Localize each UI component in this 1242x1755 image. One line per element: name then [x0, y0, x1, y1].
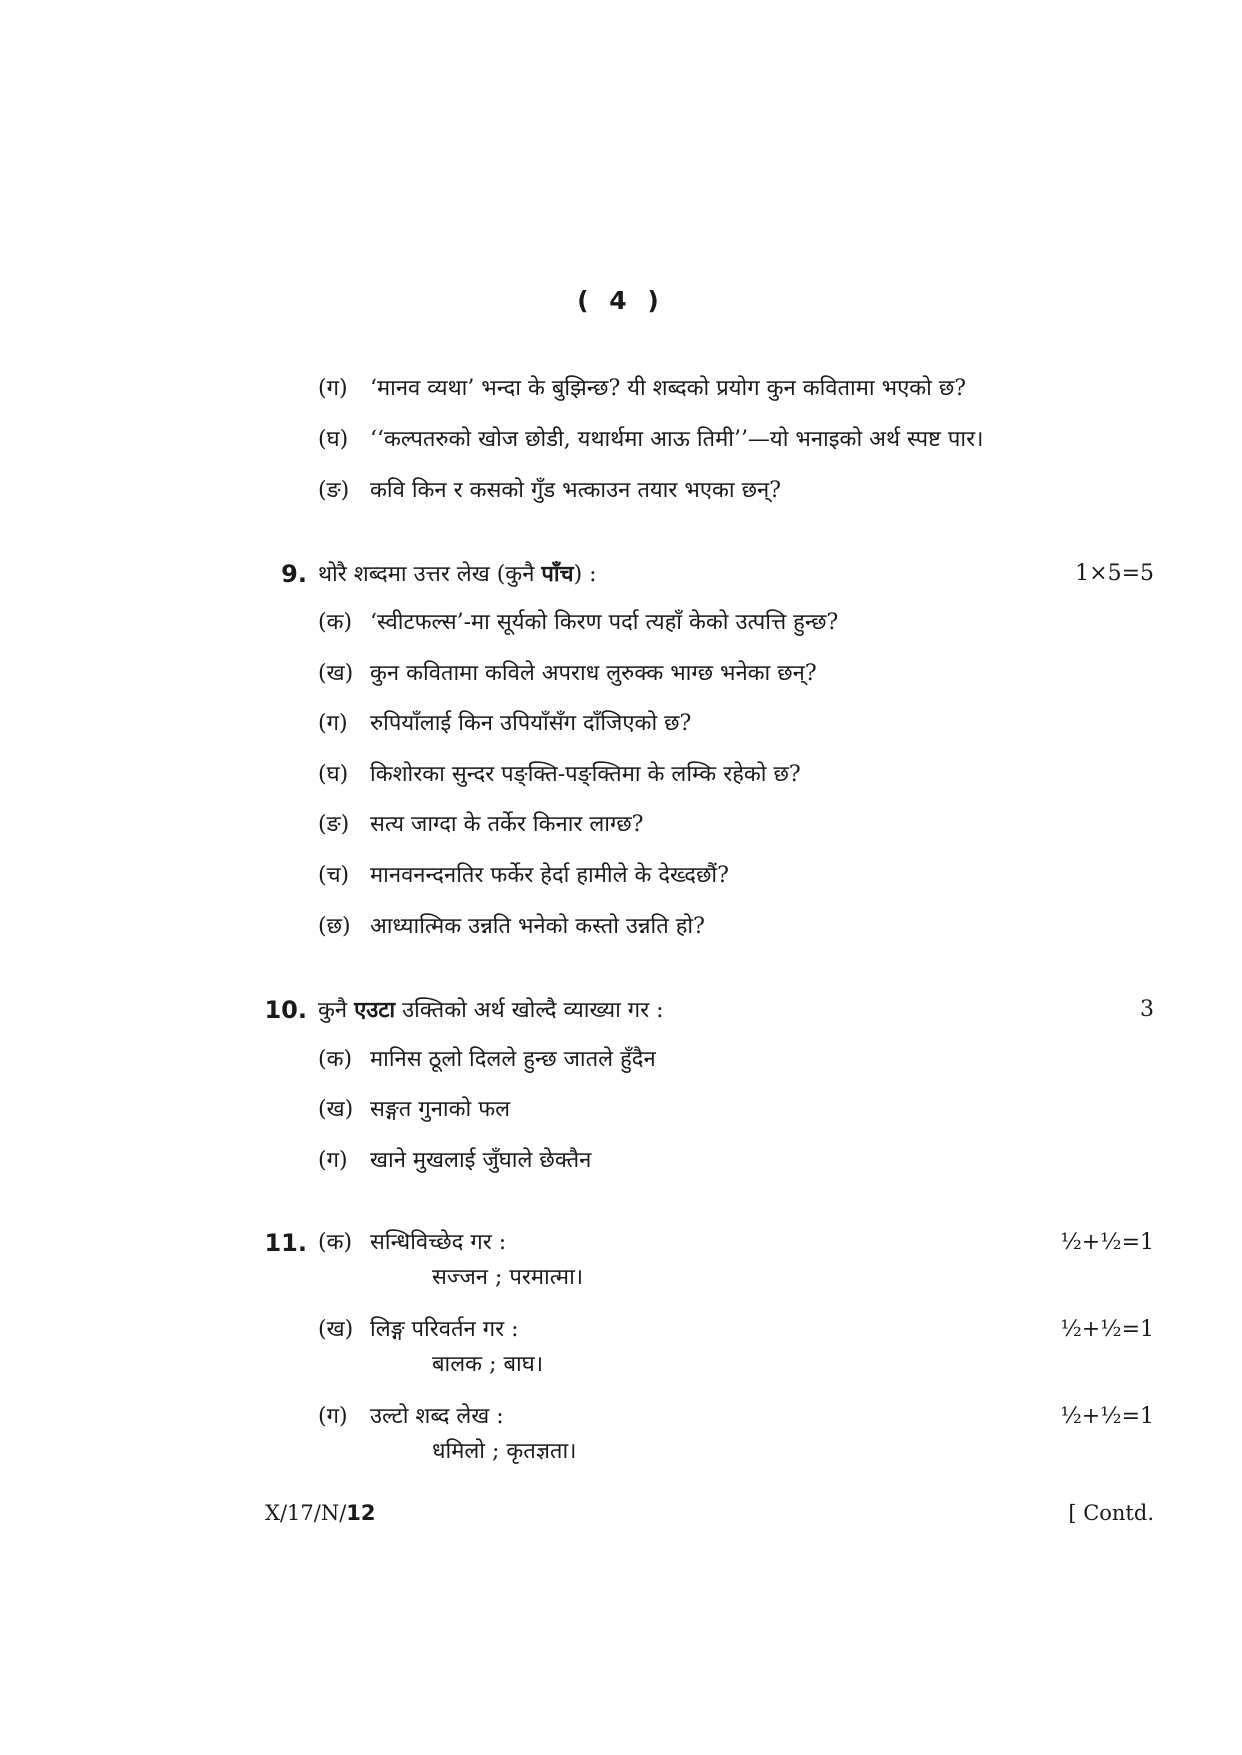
q10-number: 10. [264, 996, 307, 1024]
q9-item [318, 608, 838, 638]
q11-words: धमिलो ; कृतज्ञता। [432, 1439, 577, 1464]
q10-instruction [318, 995, 664, 1026]
item-text: ‘स्वीटफल्स’-मा सूर्यको किरण पर्दा त्यहाँ केको उत्पत्ति हुन्छ? [370, 610, 839, 635]
q9-marks: 1×5=5 [1075, 561, 1154, 586]
item-label: (ख) [318, 1097, 354, 1122]
q9-instruction [318, 559, 597, 590]
item-text: ‘मानव व्यथा’ भन्दा के बुझिन्छ? यी शब्दको प्रयोग कुन कवितामा भएको छ? [370, 376, 967, 401]
q9-item [318, 760, 801, 790]
item-text: आध्यात्मिक उन्नति भनेको कस्तो उन्नति हो? [370, 914, 705, 939]
item-text: लिङ्ग परिवर्तन गर : [370, 1317, 519, 1342]
q9-item [318, 861, 729, 891]
q10-item [318, 1095, 510, 1125]
item-label: (क) [318, 1047, 353, 1072]
q8-item [318, 476, 781, 506]
item-label: (ख) [318, 1317, 354, 1342]
q11-marks: ½+½=1 [1060, 1317, 1154, 1342]
q8-item [318, 374, 966, 404]
item-label: (क) [318, 610, 353, 635]
q10-marks: 3 [1140, 997, 1154, 1022]
instruction-bold: एउटा [354, 997, 396, 1023]
paper-code-bold: 12 [346, 1501, 376, 1525]
q11-words: सज्जन ; परमात्मा। [432, 1265, 584, 1290]
instruction-bold: पाँच [541, 561, 574, 587]
item-label: (घ) [318, 762, 349, 787]
q9-item [318, 912, 705, 942]
q11-item [318, 1228, 506, 1258]
q9-item [318, 810, 643, 840]
item-label: (च) [318, 863, 350, 888]
item-label: (ग) [318, 1148, 348, 1173]
item-label: (घ) [318, 427, 349, 452]
instruction-prefix: कुनै [318, 998, 355, 1023]
q10-item [318, 1146, 591, 1176]
item-text: किशोरका सुन्दर पङ्क्ति-पङ्क्तिमा के लम्कि रहेको छ? [370, 762, 801, 787]
item-text: सङ्गत गुनाको फल [370, 1097, 511, 1122]
q11-item [318, 1315, 519, 1345]
q9-number: 9. [281, 560, 307, 588]
q10-item [318, 1045, 656, 1075]
item-text: ‘‘कल्पतरुको खोज छोडी, यथार्थमा आऊ तिमी’’—यो भनाइको अर्थ स्पष्ट पार। [370, 427, 984, 452]
contd-label: [ Contd. [1068, 1501, 1154, 1525]
page-number: ( 4 ) [577, 286, 665, 315]
q11-item [318, 1402, 504, 1432]
q9-item [318, 659, 817, 689]
item-label: (ख) [318, 661, 354, 686]
q11-words: बालक ; बाघ। [432, 1352, 544, 1377]
item-label: (ङ) [318, 478, 350, 503]
q11-marks: ½+½=1 [1060, 1404, 1154, 1429]
item-label: (ग) [318, 376, 348, 401]
item-text: सत्य जाग्दा के तर्केर किनार लाग्छ? [370, 812, 644, 837]
instruction-suffix: उक्तिको अर्थ खोल्दै व्याख्या गर : [395, 998, 664, 1023]
paper-code [265, 1498, 376, 1528]
item-text: कुन कवितामा कविले अपराध लुरुक्क भाग्छ भनेका छन्? [370, 661, 817, 686]
paper-code-prefix: X/17/N/ [265, 1501, 347, 1525]
item-label: (ङ) [318, 812, 350, 837]
item-text: मानवनन्दनतिर फर्केर हेर्दा हामीले के देख्दछौं? [370, 863, 729, 888]
instruction-suffix: ) : [573, 562, 597, 587]
item-label: (छ) [318, 914, 351, 939]
item-label: (ग) [318, 711, 348, 736]
item-text: खाने मुखलाई जुँघाले छेक्तैन [370, 1148, 592, 1173]
item-text: सन्धिविच्छेद गर : [370, 1230, 507, 1255]
instruction-prefix: थोरै शब्दमा उत्तर लेख (कुनै [318, 562, 542, 587]
item-text: रुपियाँलाई किन उपियाँसँग दाँजिएको छ? [370, 711, 692, 736]
item-label: (ग) [318, 1404, 348, 1429]
item-text: मानिस ठूलो दिलले हुन्छ जातले हुँदैन [370, 1047, 656, 1072]
q8-item [318, 425, 983, 455]
q11-number: 11. [264, 1229, 307, 1257]
item-text: कवि किन र कसको गुँड भत्काउन तयार भएका छन्? [370, 478, 782, 503]
item-label: (क) [318, 1230, 353, 1255]
item-text: उल्टो शब्द लेख : [370, 1404, 504, 1429]
q9-item [318, 709, 691, 739]
q11-marks: ½+½=1 [1060, 1230, 1154, 1255]
